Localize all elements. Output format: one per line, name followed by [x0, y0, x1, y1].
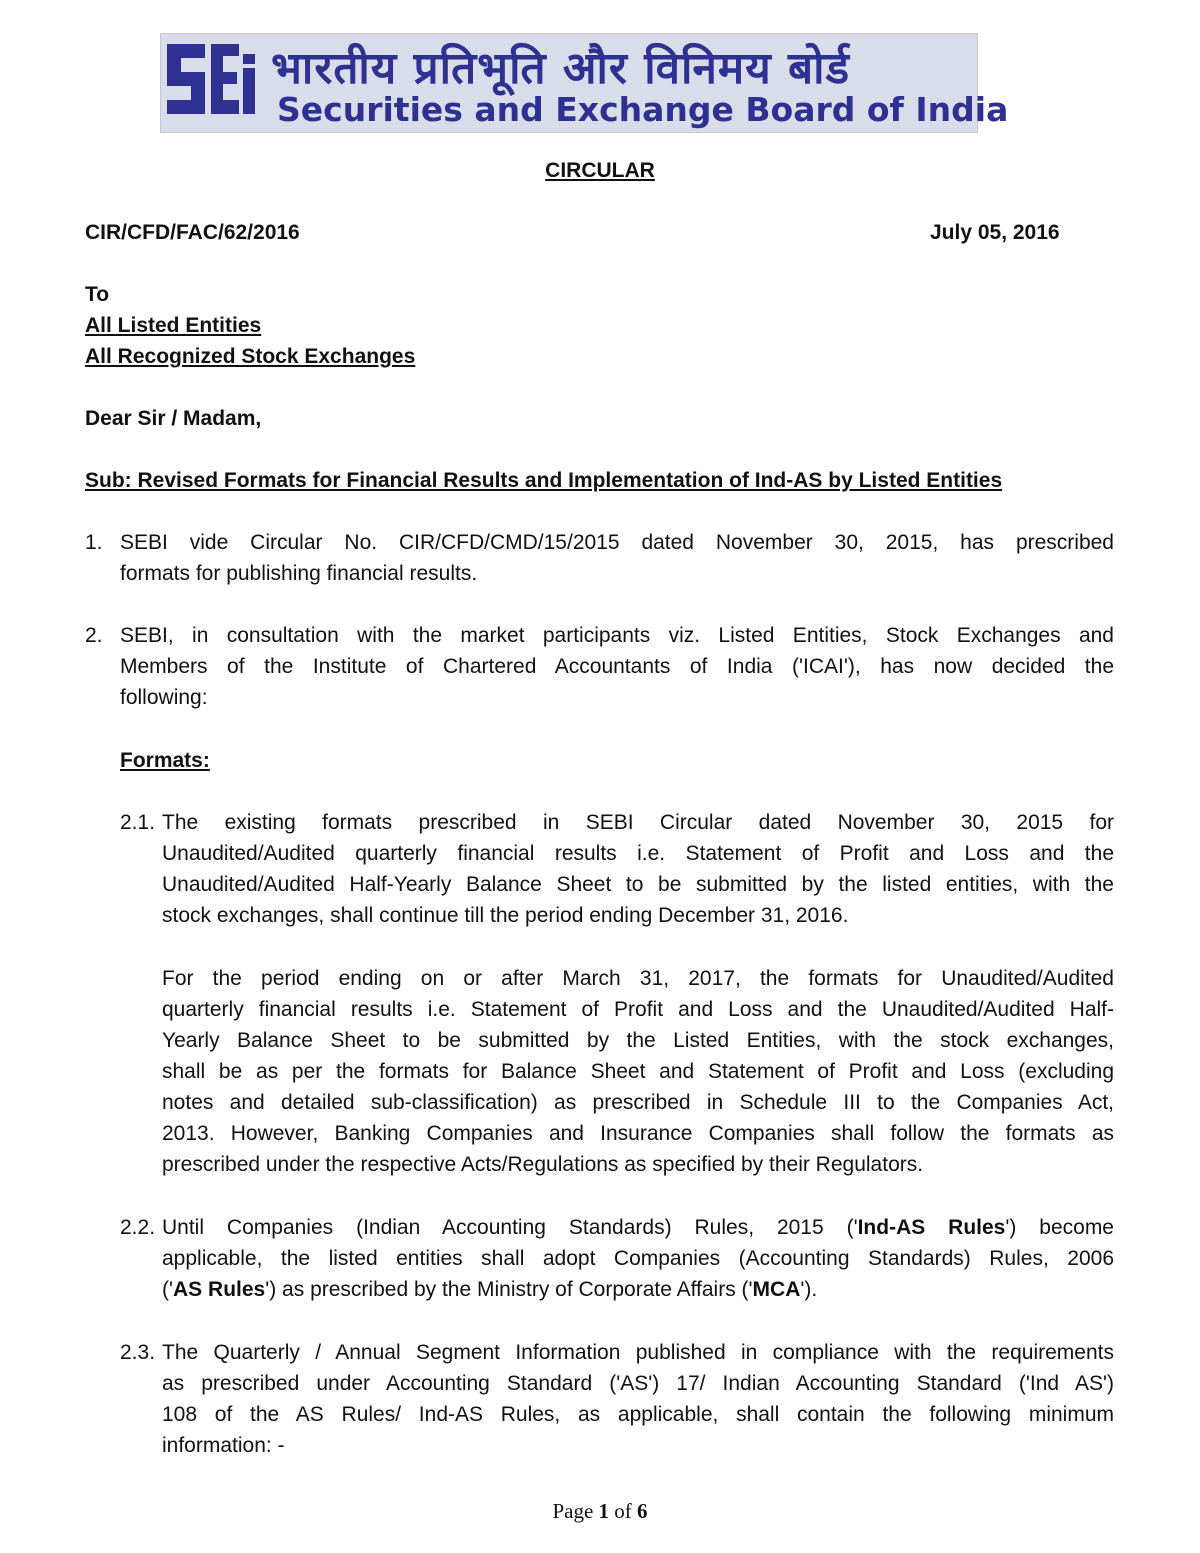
page-footer: [0, 1499, 1200, 1524]
defined-term: Ind-AS Rules: [857, 1216, 1006, 1239]
paragraph-line: 2013. However, Banking Companies and Insurance Companies shall follow the formats as: [162, 1122, 1114, 1145]
paragraph-line: information: -: [162, 1434, 285, 1457]
paragraph-line: Yearly Balance Sheet to be submitted by the Listed Entities, with the stock exchanges,: [162, 1029, 1114, 1052]
paragraph-2-2: [162, 1212, 1114, 1305]
para-number: 2.1.: [120, 811, 156, 834]
text-run: ').: [800, 1278, 818, 1301]
para-number: 2.3.: [120, 1341, 156, 1364]
to-label: To: [85, 283, 110, 306]
paragraph-line: as prescribed under Accounting Standard ('AS') 17/ Indian Accounting Standard ('Ind AS'): [162, 1372, 1114, 1395]
recipient-stock-exchanges: All Recognized Stock Exchanges: [85, 345, 416, 368]
paragraph-line: [162, 1274, 1114, 1305]
formats-heading: Formats:: [120, 749, 210, 772]
paragraph-2-1-continued: [162, 963, 1114, 1180]
paragraph-line: Unaudited/Audited quarterly financial results i.e. Statement of Profit and Loss and the: [162, 842, 1114, 865]
paragraph-line: shall be as per the formats for Balance Sheet and Statement of Profit and Loss (excluding: [162, 1060, 1114, 1083]
paragraph-line: Members of the Institute of Chartered Accountants of India ('ICAI'), has now decided the: [120, 655, 1114, 678]
paragraph-line: prescribed under the respective Acts/Regulations as specified by their Regulators.: [162, 1153, 924, 1176]
para-number: 2.: [85, 624, 103, 647]
hindi-title: भारतीय प्रतिभूति और विनिमय बोर्ड: [271, 43, 851, 94]
text-run: Until Companies (Indian Accounting Standards) Rules, 2015 (': [162, 1216, 858, 1239]
paragraph-line: stock exchanges, shall continue till the period ending December 31, 2016.: [162, 904, 849, 927]
text-run: ') become: [1005, 1216, 1114, 1239]
para-number: 2.2.: [120, 1216, 156, 1239]
paragraph-line: SEBI vide Circular No. CIR/CFD/CMD/15/2015 dated November 30, 2015, has prescribed: [120, 531, 1114, 554]
paragraph-line: quarterly financial results i.e. Statement of Profit and Loss and the Unaudited/Audited Half-: [162, 998, 1114, 1021]
paragraph-2: [120, 620, 1114, 713]
paragraph-line: The Quarterly / Annual Segment Information published in compliance with the requirements: [162, 1341, 1114, 1364]
paragraph-line: following:: [120, 686, 208, 709]
paragraph-line: notes and detailed sub-classification) as prescribed in Schedule III to the Companies Act,: [162, 1091, 1114, 1114]
english-title: Securities and Exchange Board of India: [277, 90, 1009, 129]
paragraph-line: 108 of the AS Rules/ Ind-AS Rules, as applicable, shall contain the following minimum: [162, 1403, 1114, 1426]
salutation: Dear Sir / Madam,: [85, 407, 262, 430]
paragraph-line: formats for publishing financial results.: [120, 562, 478, 585]
paragraph-2-1: [162, 807, 1114, 931]
circular-date: July 05, 2016: [930, 221, 1060, 244]
defined-term: MCA: [752, 1278, 801, 1301]
subject-line: Sub: Revised Formats for Financial Results and Implementation of Ind-AS by Listed Entities: [85, 469, 1003, 492]
sebi-logo: [161, 34, 265, 132]
page-number: 1: [598, 1499, 610, 1523]
paragraph-line: SEBI, in consultation with the market participants viz. Listed Entities, Stock Exchanges and: [120, 624, 1114, 647]
para-number: 1.: [85, 531, 103, 554]
recipient-listed-entities: All Listed Entities: [85, 314, 262, 337]
paragraph-line: The existing formats prescribed in SEBI Circular dated November 30, 2015 for: [162, 811, 1114, 834]
defined-term: AS Rules: [173, 1278, 266, 1301]
circular-heading: CIRCULAR: [545, 159, 655, 182]
sebi-header-banner: [160, 33, 1009, 133]
of-label: of: [614, 1499, 632, 1523]
circular-reference: CIR/CFD/FAC/62/2016: [85, 221, 300, 244]
page-label: Page: [552, 1499, 594, 1523]
paragraph-line: [162, 1212, 1114, 1243]
paragraph-2-3: [162, 1337, 1114, 1461]
paragraph-line: Unaudited/Audited Half-Yearly Balance Sheet to be submitted by the listed entities, with the: [162, 873, 1114, 896]
text-run: ') as prescribed by the Ministry of Corporate Affairs (': [265, 1278, 753, 1301]
paragraph-1: [120, 527, 1114, 589]
paragraph-line: For the period ending on or after March 31, 2017, the formats for Unaudited/Audited: [162, 967, 1114, 990]
page-total: 6: [637, 1499, 648, 1523]
paragraph-line: applicable, the listed entities shall adopt Companies (Accounting Standards) Rules, 2006: [162, 1247, 1114, 1270]
text-run: (': [162, 1278, 174, 1301]
